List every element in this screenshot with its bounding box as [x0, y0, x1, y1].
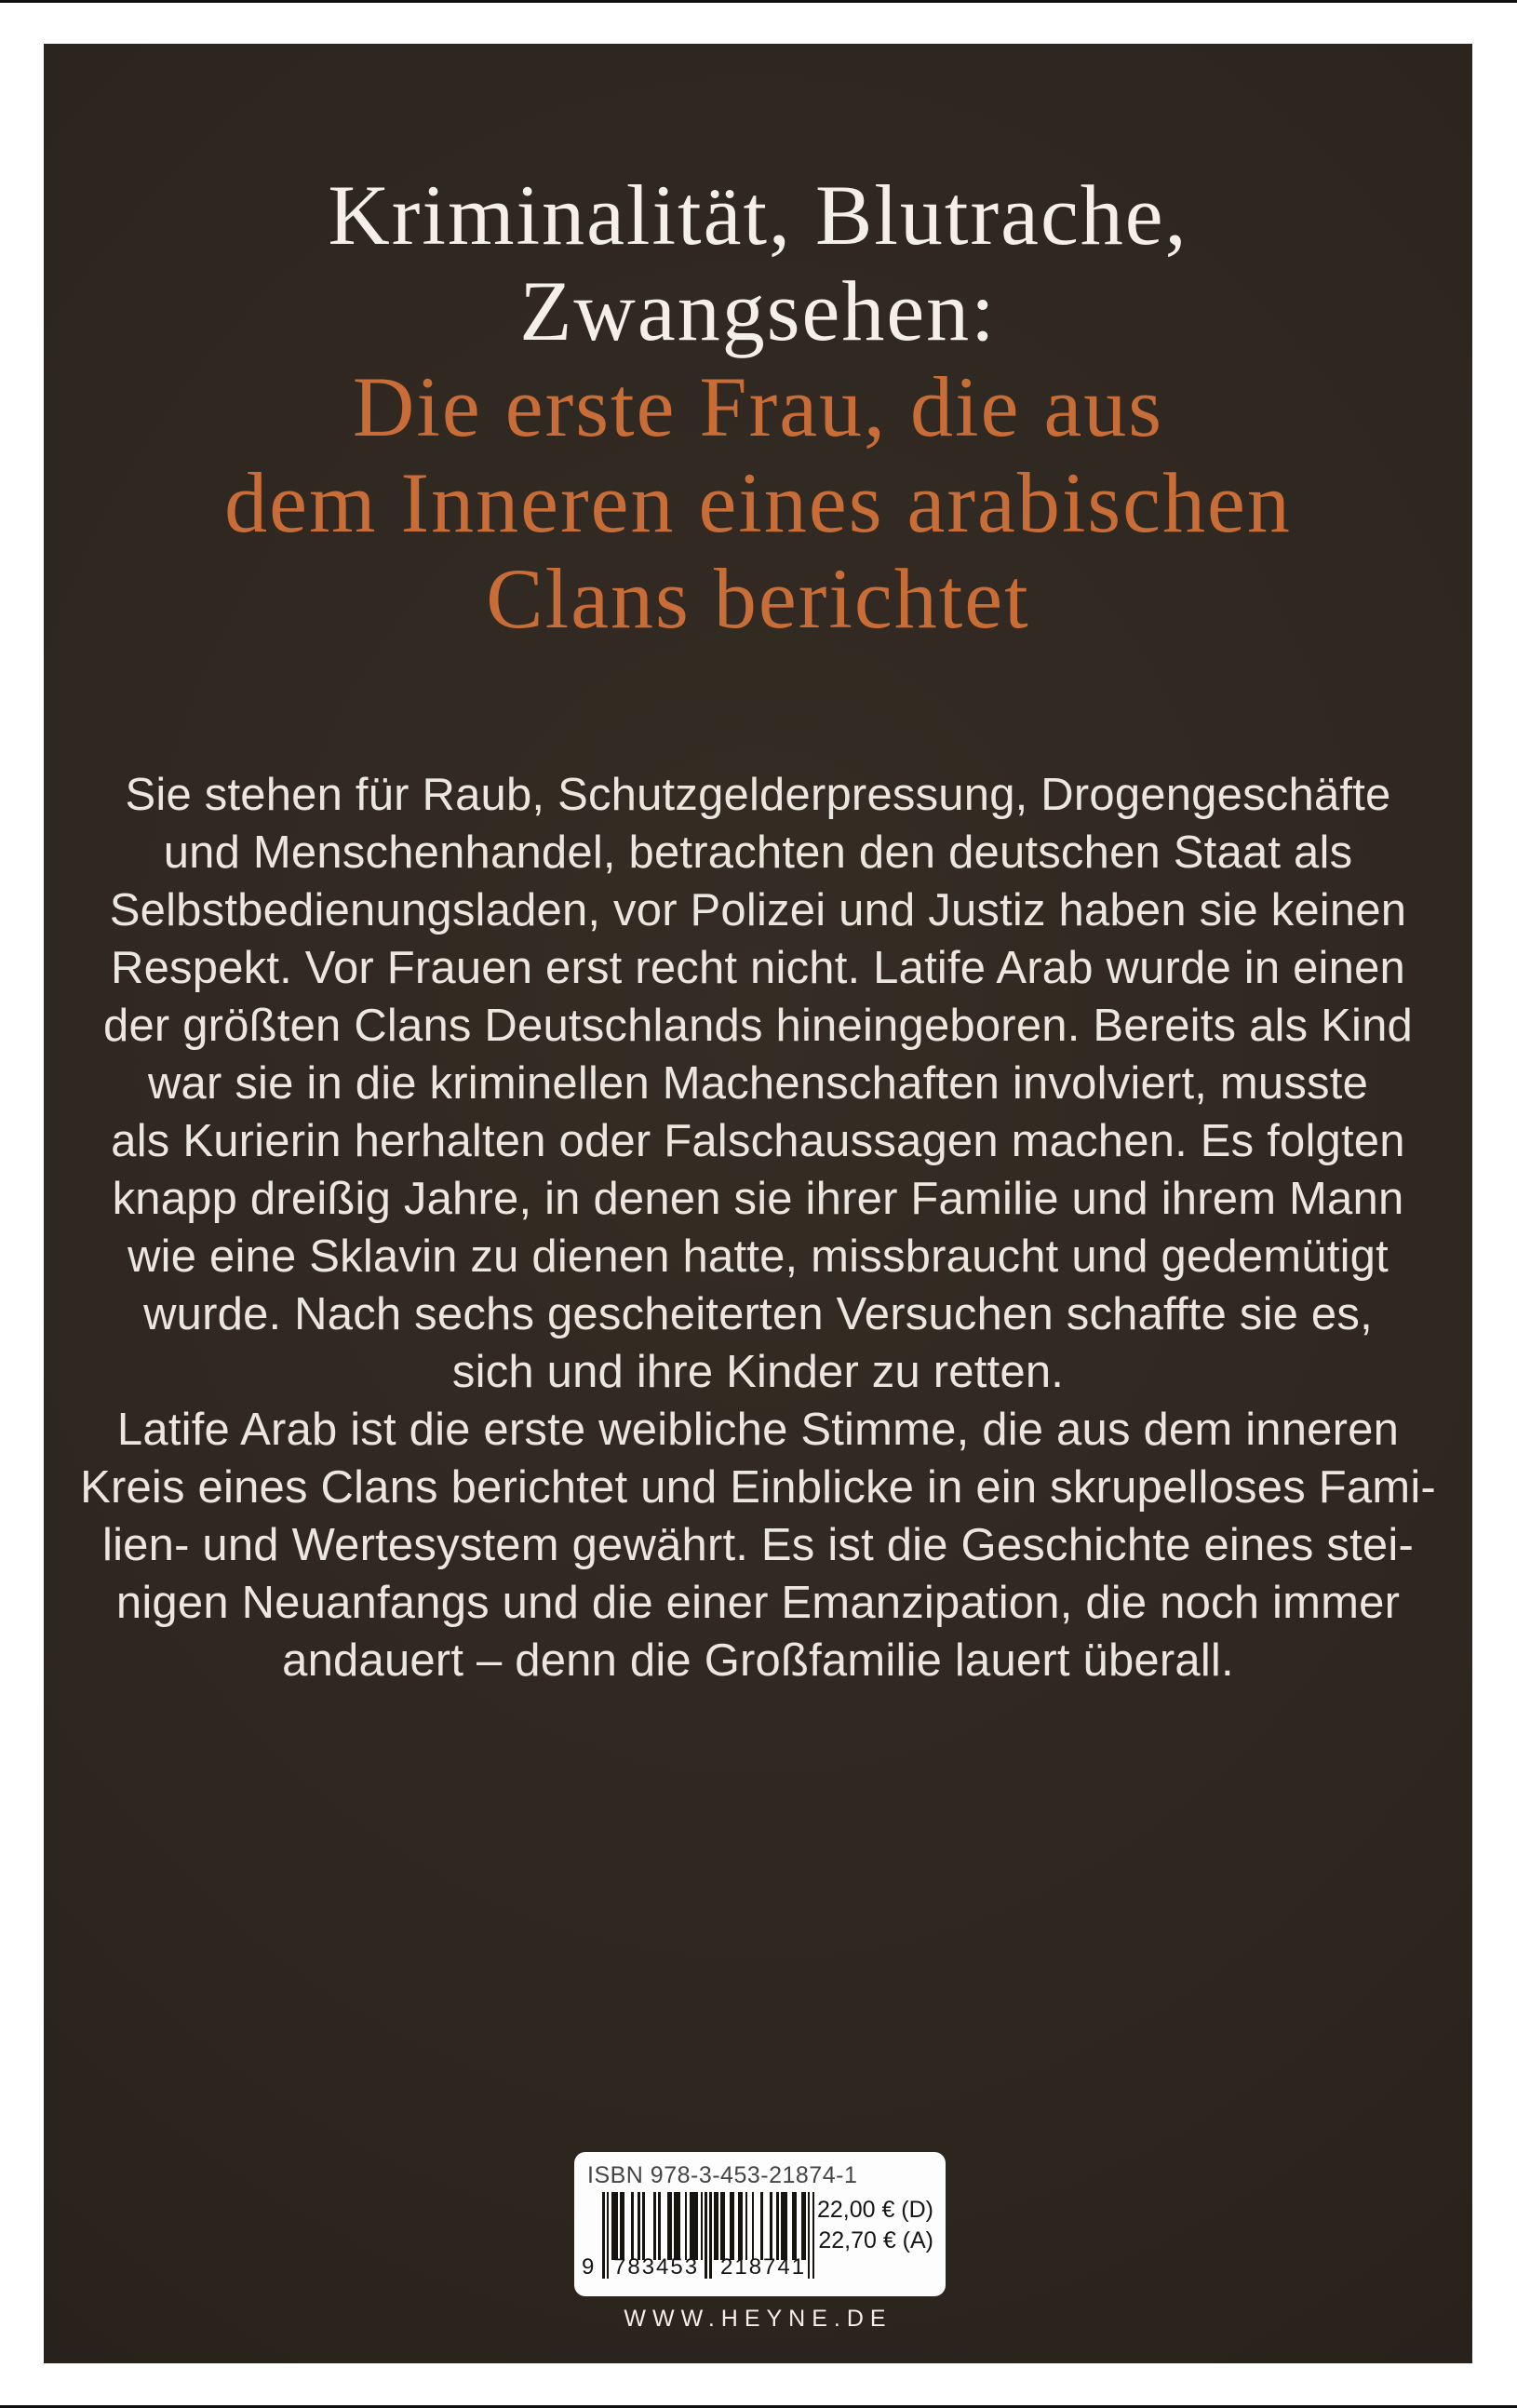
blurb-line: lien- und Wertesystem gewährt. Es ist die Geschichte eines stei-	[102, 1520, 1414, 1570]
price-block	[817, 2195, 933, 2256]
barcode-bar	[701, 2192, 704, 2260]
headline-block	[44, 168, 1472, 647]
barcode-bar	[785, 2192, 788, 2260]
blurb-line: war sie in die kriminellen Machenschaften involviert, musste	[147, 1058, 1369, 1109]
barcode-bar	[752, 2192, 755, 2260]
barcode-bar	[741, 2192, 744, 2260]
isbn-number: ISBN 978-3-453-21874-1	[587, 2162, 858, 2188]
barcode-bar	[709, 2192, 712, 2279]
barcode-bar	[669, 2192, 672, 2260]
barcode-bar	[638, 2192, 640, 2260]
headline-line: Kriminalität, Blutrache,	[328, 168, 1188, 262]
isbn-barcode-label	[574, 2152, 946, 2296]
barcode-bar	[705, 2192, 707, 2279]
barcode-bar	[631, 2192, 634, 2260]
blurb-line: Selbstbedienungsladen, vor Polizei und Justiz haben sie keinen	[109, 885, 1407, 935]
barcode-bar	[685, 2192, 688, 2260]
barcode-bar	[658, 2192, 661, 2260]
headline-accent-line: Clans berichtet	[486, 551, 1030, 646]
barcode-bar	[794, 2192, 797, 2260]
blurb-line: als Kurierin herhalten oder Falschaussagen machen. Es folgten	[111, 1116, 1405, 1166]
barcode-bar	[623, 2192, 625, 2260]
blurb-text-block	[44, 766, 1472, 1689]
headline-accent-line: Die erste Frau, die aus	[352, 359, 1164, 454]
page-edge-top	[0, 0, 1517, 3]
barcode-bar	[716, 2192, 718, 2260]
barcode-bar	[808, 2192, 811, 2279]
headline-line: Zwangsehen:	[519, 263, 997, 358]
barcode-bar	[607, 2192, 610, 2279]
price-austria: 22,70 € (A)	[818, 2227, 933, 2253]
barcode-bar	[642, 2192, 645, 2260]
blurb-line: wurde. Nach sechs gescheiterten Versuchen schaffte sie es,	[143, 1289, 1373, 1339]
barcode-bar	[723, 2192, 726, 2260]
blurb-line: nigen Neuanfangs und die einer Emanzipation, die noch immer	[115, 1578, 1401, 1628]
barcode-bar	[696, 2192, 699, 2260]
barcode-bar	[745, 2192, 748, 2260]
barcode-bar	[776, 2192, 779, 2260]
cover-background	[44, 44, 1472, 2363]
blurb-line: sich und ihre Kinder zu retten.	[451, 1347, 1065, 1397]
barcode-bar	[760, 2192, 763, 2260]
barcode-bar	[803, 2192, 806, 2260]
publisher-website: WWW.HEYNE.DE	[624, 2306, 893, 2332]
blurb-line: Respekt. Vor Frauen erst recht nicht. Latife Arab wurde in einen	[111, 943, 1405, 993]
barcode-digits-left: 783453	[613, 2254, 700, 2280]
blurb-line: wie eine Sklavin zu dienen hatte, missbraucht und gedemütigt	[128, 1231, 1389, 1282]
price-germany: 22,00 € (D)	[816, 2197, 933, 2223]
barcode-bar	[615, 2192, 618, 2260]
blurb-line: Latife Arab ist die erste weibliche Stimme, die aus dem inneren	[116, 1405, 1400, 1455]
blurb-line: Kreis eines Clans berichtet und Einblicke in ein skrupelloses Fami-	[80, 1462, 1436, 1513]
barcode-bar	[653, 2192, 656, 2260]
barcode-digit-first: 9	[582, 2254, 597, 2280]
blurb-line: andauert – denn die Großfamilie lauert überall.	[282, 1635, 1234, 1686]
barcode-bar	[678, 2192, 681, 2260]
blurb-line: knapp dreißig Jahre, in denen sie ihrer Familie und ihrem Mann	[112, 1174, 1404, 1224]
blurb-line: und Menschenhandel, betrachten den deutschen Staat als	[163, 827, 1353, 878]
barcode-bar	[770, 2192, 772, 2260]
blurb-line: Sie stehen für Raub, Schutzgelderpressung, Drogengeschäfte	[125, 770, 1391, 820]
blurb-line: der größten Clans Deutschlands hineingeboren. Bereits als Kind	[103, 1001, 1413, 1051]
barcode-digits-right: 218741	[720, 2254, 807, 2280]
headline-accent-line: dem Inneren eines arabischen	[224, 455, 1292, 550]
barcode-bar	[812, 2192, 815, 2279]
barcode-bar	[732, 2192, 734, 2260]
barcode-bar	[602, 2192, 605, 2279]
